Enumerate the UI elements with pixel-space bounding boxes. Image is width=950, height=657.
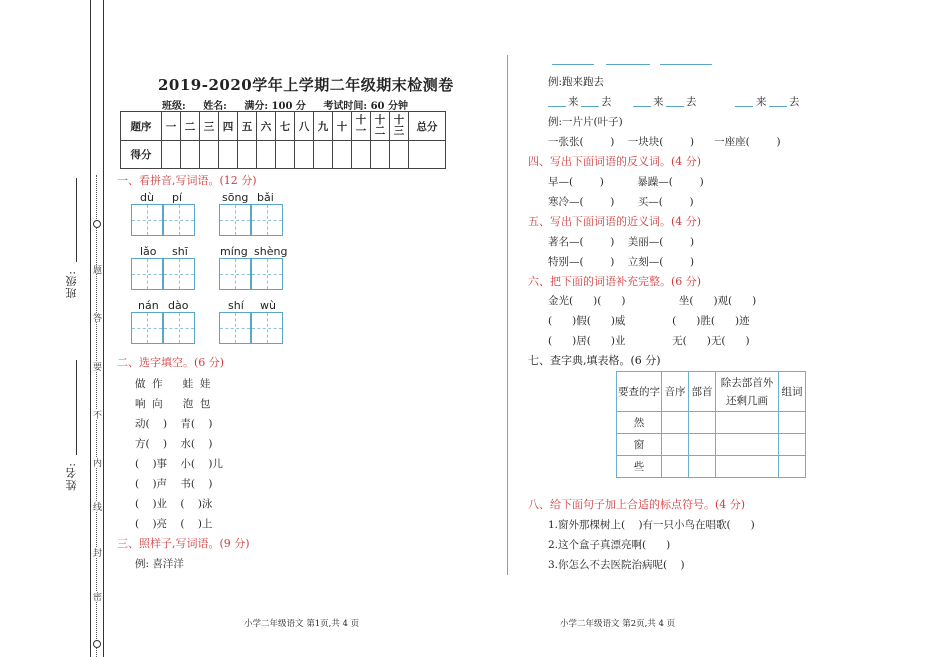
answer-blank[interactable] (666, 106, 684, 107)
pattern-char: 去 (686, 96, 697, 108)
score-cell[interactable] (371, 141, 390, 169)
col-header: 五 (238, 112, 257, 141)
name-label: 姓名: (65, 462, 78, 491)
name-blank-line (76, 360, 77, 455)
section2-line: 响 向 泡 包 (135, 398, 211, 410)
dict-char: 窗 (617, 434, 662, 456)
pinyin-label: shí (228, 299, 244, 312)
section4-line: 早—( ) 暴躁—( ) (548, 176, 704, 188)
section6-line: 金光( )( ) 坐( )观( ) (548, 295, 757, 307)
section7-title: 七、查字典,填表格。(6 分) (528, 354, 661, 367)
answer-blank[interactable] (581, 106, 599, 107)
answer-blank[interactable] (735, 106, 753, 107)
dict-header: 要查的字 (617, 372, 662, 412)
section6-title: 六、把下面的词语补充完整。(6 分) (528, 275, 702, 288)
score-cell[interactable] (238, 141, 257, 169)
name-field: 姓名: (203, 101, 227, 112)
dict-cell[interactable] (662, 456, 689, 478)
dict-header: 部首 (689, 372, 716, 412)
seal-char: 答 (91, 313, 101, 322)
exam-time: 考试时间: 60 分钟 (323, 101, 408, 112)
col-header: 三 (200, 112, 219, 141)
dict-cell[interactable] (779, 456, 806, 478)
pattern-char: 来 (568, 96, 579, 108)
dict-cell[interactable] (716, 434, 779, 456)
writing-grid-box[interactable] (219, 312, 251, 344)
pinyin-label: dào (168, 299, 189, 312)
writing-grid-box[interactable] (251, 312, 283, 344)
total-cell[interactable] (409, 141, 446, 169)
footer-page-1: 小学二年级语文 第1页,共 4 页 (244, 619, 360, 629)
section2-title: 二、选字填空。(6 分) (117, 356, 225, 369)
full-score: 满分: 100 分 (244, 101, 306, 112)
col-header: 九 (314, 112, 333, 141)
col-header: 六 (257, 112, 276, 141)
col-header: 一 (162, 112, 181, 141)
dictionary-table (616, 371, 806, 478)
dict-cell[interactable] (716, 412, 779, 434)
binding-line-outer (90, 0, 91, 657)
page-title: 2019-2020学年上学期二年级期末检测卷 (158, 76, 454, 94)
section5-title: 五、写出下面词语的近义词。(4 分) (528, 215, 702, 228)
dict-header: 音序 (662, 372, 689, 412)
pinyin-label: míng (220, 245, 248, 258)
pinyin-label: dù (140, 191, 154, 204)
section2-line: ( )业 ( )泳 (135, 498, 213, 510)
col-header: 二 (181, 112, 200, 141)
dict-cell[interactable] (779, 412, 806, 434)
section3-example1: 例: 喜洋洋 (135, 558, 184, 570)
binding-line-inner (103, 0, 104, 657)
seal-char: 题 (91, 265, 101, 274)
seal-char: 不 (91, 410, 101, 419)
seal-char: 密 (91, 592, 101, 601)
section4-title: 四、写出下面词语的反义词。(4 分) (528, 155, 702, 168)
writing-grid-box[interactable] (219, 204, 251, 236)
row-label-question: 题序 (121, 112, 162, 141)
col-header: 四 (219, 112, 238, 141)
section2-line: 方( ) 水( ) (135, 438, 213, 450)
answer-blank[interactable] (769, 106, 787, 107)
score-cell[interactable] (276, 141, 295, 169)
pinyin-label: lǎo (140, 245, 157, 258)
pattern-char: 去 (789, 96, 800, 108)
seal-char: 线 (91, 502, 101, 511)
pinyin-label: bǎi (257, 191, 274, 204)
writing-grid-box[interactable] (131, 258, 163, 290)
column-divider (507, 55, 508, 575)
seal-char: 封 (91, 548, 101, 557)
answer-blank[interactable] (552, 64, 594, 65)
row-label-score: 得分 (121, 141, 162, 169)
seal-char: 要 (91, 362, 101, 371)
dict-cell[interactable] (662, 412, 689, 434)
score-cell[interactable] (333, 141, 352, 169)
section8-line: 3.你怎么不去医院治病呢( ) (548, 559, 685, 571)
section8-line: 2.这个盒子真漂亮啊( ) (548, 539, 671, 551)
score-cell[interactable] (352, 141, 371, 169)
col-header: 七 (276, 112, 295, 141)
pinyin-label: pí (172, 191, 183, 204)
section5-line: 特别—( ) 立刻—( ) (548, 256, 695, 268)
section6-line: ( )居( )业 无( )无( ) (548, 335, 750, 347)
dict-cell[interactable] (662, 434, 689, 456)
answer-blank[interactable] (633, 106, 651, 107)
score-cell[interactable] (314, 141, 333, 169)
seal-circle-icon (93, 220, 101, 228)
score-cell[interactable] (200, 141, 219, 169)
dict-header: 组词 (779, 372, 806, 412)
section4-line: 寒冷—( ) 买—( ) (548, 196, 694, 208)
pattern-char: 去 (601, 96, 612, 108)
col-header: 十二 (371, 112, 390, 141)
class-label: 班级: (65, 270, 78, 299)
footer-page-2: 小学二年级语文 第2页,共 4 页 (560, 619, 676, 629)
dict-cell[interactable] (689, 412, 716, 434)
section1-title: 一、看拼音,写词语。(12 分) (117, 174, 257, 187)
answer-blank[interactable] (548, 106, 566, 107)
dict-cell[interactable] (716, 456, 779, 478)
writing-grid-box[interactable] (131, 204, 163, 236)
answer-blank[interactable] (660, 64, 712, 65)
score-cell[interactable] (219, 141, 238, 169)
answer-blank[interactable] (606, 64, 650, 65)
col-header: 十 (333, 112, 352, 141)
score-cell[interactable] (181, 141, 200, 169)
writing-grid-box[interactable] (163, 258, 195, 290)
section3-example3-row: 一张张( ) 一块块( ) 一座座( ) (548, 136, 781, 148)
section2-line: ( )事 小( )儿 (135, 458, 223, 470)
section2-line: ( )亮 ( )上 (135, 518, 213, 530)
dict-cell[interactable] (779, 434, 806, 456)
writing-grid-box[interactable] (163, 204, 195, 236)
seal-circle-icon (93, 640, 101, 648)
writing-grid-box[interactable] (131, 312, 163, 344)
pinyin-label: sōng (222, 191, 249, 204)
score-cell[interactable] (390, 141, 409, 169)
section2-line: 做 作 蛙 娃 (135, 378, 211, 390)
section3-title: 三、照样子,写词语。(9 分) (117, 537, 250, 550)
section3-example2: 例:跑来跑去 (548, 76, 605, 88)
class-field: 班级: (162, 101, 186, 112)
section5-line: 著名—( ) 美丽—( ) (548, 236, 695, 248)
writing-grid-box[interactable] (251, 204, 283, 236)
seal-char: 内 (91, 458, 101, 467)
score-cell[interactable] (162, 141, 181, 169)
pinyin-label: wù (260, 299, 276, 312)
section3-example3: 例:一片片(叶子) (548, 116, 623, 128)
writing-grid-box[interactable] (219, 258, 251, 290)
section2-line: ( )声 书( ) (135, 478, 213, 490)
pinyin-label: nán (138, 299, 159, 312)
section8-line: 1.窗外那棵树上( )有一只小鸟在唱歌( ) (548, 519, 755, 531)
col-header: 八 (295, 112, 314, 141)
score-cell[interactable] (257, 141, 276, 169)
class-blank-line (76, 178, 77, 262)
total-header: 总分 (409, 112, 446, 141)
dict-cell[interactable] (689, 434, 716, 456)
col-header: 十一 (352, 112, 371, 141)
section8-title: 八、给下面句子加上合适的标点符号。(4 分) (528, 498, 746, 511)
pattern-char: 来 (653, 96, 664, 108)
dict-char: 然 (617, 412, 662, 434)
dict-cell[interactable] (689, 456, 716, 478)
col-header: 十三 (390, 112, 409, 141)
exam-info (162, 97, 422, 112)
writing-grid-box[interactable] (163, 312, 195, 344)
section6-line: ( )假( )威 ( )胜( )迹 (548, 315, 750, 327)
pinyin-label: shī (172, 245, 188, 258)
section2-line: 动( ) 青( ) (135, 418, 213, 430)
writing-grid-box[interactable] (251, 258, 283, 290)
dict-char: 些 (617, 456, 662, 478)
score-cell[interactable] (295, 141, 314, 169)
pattern-char: 来 (756, 96, 767, 108)
pinyin-label: shèng (254, 245, 288, 258)
score-table (120, 111, 446, 169)
dict-header: 除去部首外还剩几画 (716, 372, 779, 412)
